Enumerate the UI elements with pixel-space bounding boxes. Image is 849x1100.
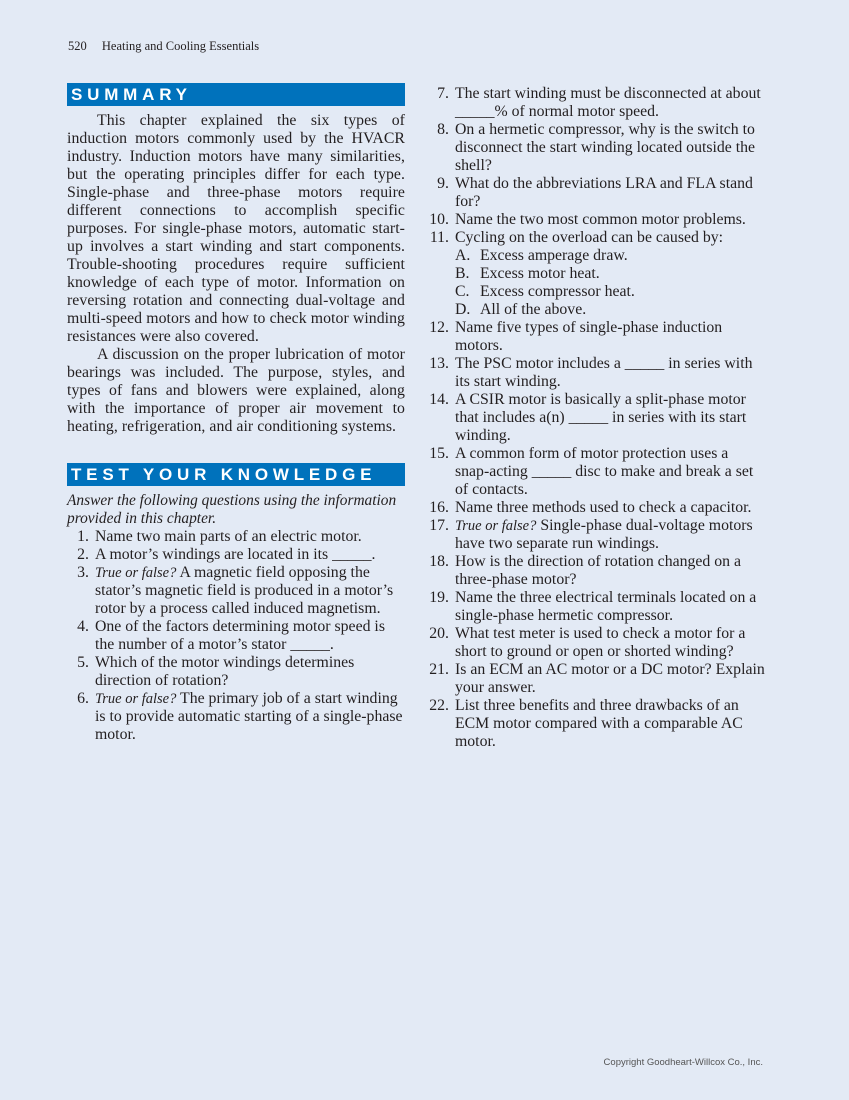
question-text: On a hermetic compressor, why is the switch to disconnect the start winding located outside the shell? [455,121,756,174]
question-item [427,355,765,391]
question-text: What do the abbreviations LRA and FLA stand for? [455,175,753,210]
question-item [67,690,405,744]
true-false-label: True or false? [95,565,177,581]
question-text: Name the three electrical terminals located on a single-phase hermetic compressor. [455,589,757,624]
question-number: 8. [437,121,449,138]
true-false-label: True or false? [455,518,537,534]
option-letter: C. [455,283,470,300]
answer-option [455,283,765,301]
question-item [427,661,765,697]
question-item [427,697,765,751]
right-column [427,85,765,751]
test-heading: TEST YOUR KNOWLEDGE [67,463,405,486]
question-text: Name five types of single-phase induction motors. [455,319,723,354]
question-text: Single-phase dual-voltage motors have two separate run windings. [455,517,753,552]
question-number: 14. [429,391,449,408]
question-item [427,391,765,445]
summary-heading: SUMMARY [67,83,405,106]
answer-option [455,247,765,265]
question-number: 17. [429,517,449,534]
question-number: 6. [77,690,89,707]
question-item [427,319,765,355]
question-number: 1. [77,528,89,545]
question-item [67,546,405,564]
running-header [68,39,259,54]
question-item [427,499,765,517]
question-number: 21. [429,661,449,678]
question-number: 22. [429,697,449,714]
question-number: 5. [77,654,89,671]
option-letter: B. [455,265,470,282]
question-number: 9. [437,175,449,192]
question-text: Name the two most common motor problems. [455,211,746,228]
summary-paragraph: This chapter explained the six types of induction motors commonly used by the HVACR industry. Induction motors have many similarities, but the operating principles differ for each type. Single-phase and three-phase motors require different connections to accomplish specific purposes. For single-phase motors, automatic start-up involves a start winding and start components. Trouble-shooting procedures require sufficient knowledge of each type of motor. Information on reversing rotation and connecting dual-voltage and multi-speed motors and how to check motor winding resistances were also covered. [67,112,405,345]
question-item [67,564,405,618]
question-number: 20. [429,625,449,642]
question-number: 13. [429,355,449,372]
question-text: Is an ECM an AC motor or a DC motor? Explain your answer. [455,661,765,696]
question-text: What test meter is used to check a motor for a short to ground or open or shorted winding? [455,625,746,660]
question-number: 15. [429,445,449,462]
book-title: Heating and Cooling Essentials [101,39,260,53]
question-number: 18. [429,553,449,570]
question-list-right [427,85,765,751]
question-number: 11. [429,229,449,246]
question-text: The primary job of a start winding is to provide automatic starting of a single-phase motor. [95,690,403,743]
question-text: How is the direction of rotation changed on a three-phase motor? [455,553,742,588]
answer-option [455,301,765,319]
question-item [427,625,765,661]
question-text: A CSIR motor is basically a split-phase motor that includes a(n) _____ in series with its start winding. [455,391,747,444]
question-text: A magnetic field opposing the stator’s magnetic field is produced in a motor’s rotor by a process called induced magnetism. [95,564,394,617]
question-text: One of the factors determining motor speed is the number of a motor’s stator _____. [95,618,385,653]
answer-option [455,265,765,283]
question-text: List three benefits and three drawbacks of an ECM motor compared with a comparable AC motor. [455,697,743,750]
question-text: Cycling on the overload can be caused by: [455,229,724,246]
summary-paragraph: A discussion on the proper lubrication of motor bearings was included. The purpose, styles, and types of fans and blowers were explained, along with the importance of proper air movement to heating, refrigeration, and air conditioning systems. [67,346,405,435]
question-number: 19. [429,589,449,606]
question-item [427,121,765,175]
test-instructions: Answer the following questions using the information provided in this chapter. [67,492,397,527]
question-text: The start winding must be disconnected at about _____% of normal motor speed. [455,85,761,120]
question-text: The PSC motor includes a _____ in series with its start winding. [455,355,753,390]
question-number: 3. [77,564,89,581]
question-number: 16. [429,499,449,516]
left-column [67,83,405,744]
question-text: A motor’s windings are located in its _____. [95,546,376,563]
question-text: A common form of motor protection uses a snap-acting _____ disc to make and break a set of contacts. [455,445,754,498]
option-letter: A. [455,247,471,264]
question-item [67,618,405,654]
question-text: Name three methods used to check a capacitor. [455,499,752,516]
question-item [427,229,765,319]
question-item [427,85,765,121]
question-item [67,528,405,546]
option-text: Excess motor heat. [480,265,600,282]
question-item [427,589,765,625]
option-letter: D. [455,301,471,318]
question-number: 2. [77,546,89,563]
question-item [427,175,765,211]
question-text: Which of the motor windings determines direction of rotation? [95,654,355,689]
question-text: Name two main parts of an electric motor. [95,528,362,545]
true-false-label: True or false? [95,691,177,707]
answer-options [455,247,765,319]
option-text: Excess amperage draw. [480,247,628,264]
question-item [427,211,765,229]
question-list-left [67,528,405,744]
question-item [427,553,765,589]
page-number: 520 [68,39,87,53]
question-number: 10. [429,211,449,228]
copyright: Copyright Goodheart-Willcox Co., Inc. [603,1057,763,1068]
question-number: 7. [437,85,449,102]
option-text: Excess compressor heat. [480,283,635,300]
question-item [427,445,765,499]
question-number: 12. [429,319,449,336]
question-item [427,517,765,553]
question-number: 4. [77,618,89,635]
option-text: All of the above. [480,301,587,318]
question-item [67,654,405,690]
